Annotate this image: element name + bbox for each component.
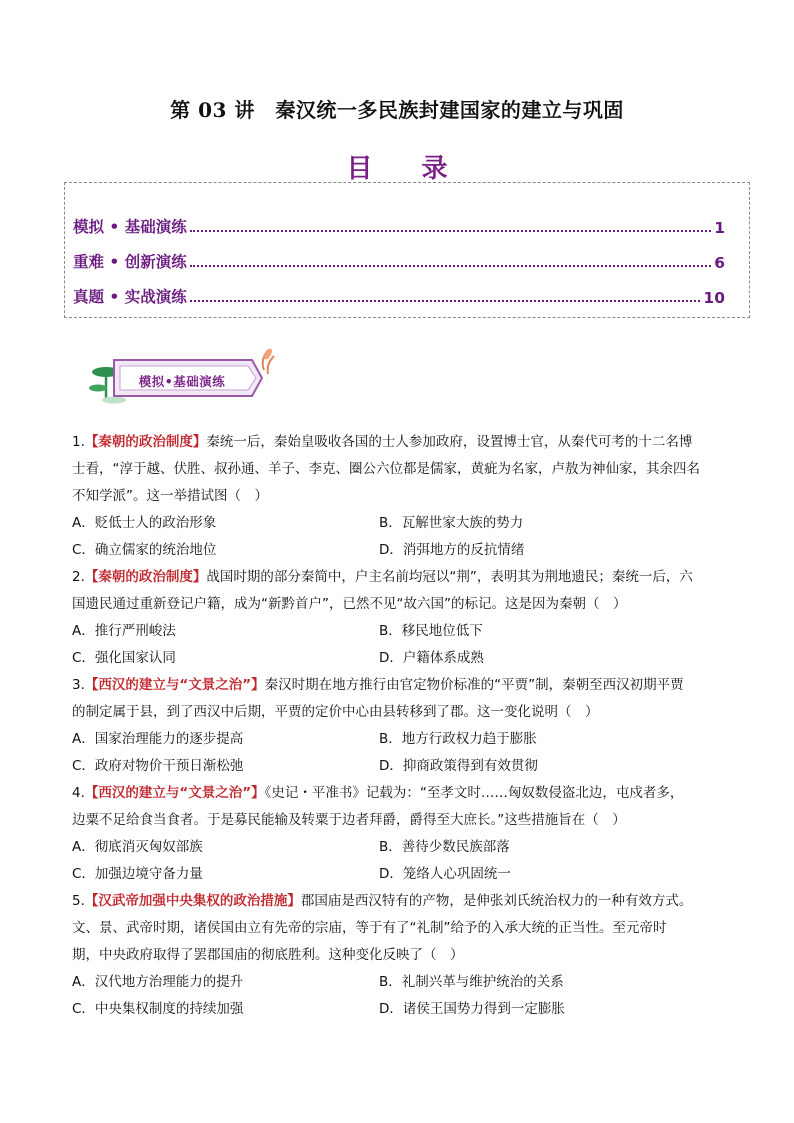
question-5-line-2: 文、景、武帝时期，诸侯国由立有先帝的宗庙，等于有了“礼制”给予的入承大统的正当性。至元帝时 xyxy=(72,920,667,936)
question-5-option-a[interactable]: A．汉代地方治理能力的提升 xyxy=(72,974,244,990)
question-number: 4. xyxy=(72,785,85,801)
question-tag: 【汉武帝加强中央集权的政治措施】 xyxy=(84,893,301,909)
toc-item-label: 模拟 • 基础演练 xyxy=(73,218,187,236)
question-5-line-3: 期，中央政府取得了罢郡国庙的彻底胜利。这种变化反映了（ ） xyxy=(72,947,464,963)
question-2-option-b[interactable]: B．移民地位低下 xyxy=(379,623,483,639)
question-text: 秦统一后，秦始皇吸收各国的士人参加政府，设置博士官，从秦代可考的十二名博 xyxy=(206,434,693,450)
question-4-line-2: 边粟不足给食当食者。于是募民能输及转粟于边者拜爵，爵得至大庶长。”这些措施旨在（ ） xyxy=(72,812,626,828)
question-2-line-2: 国遗民通过重新登记户籍，成为“新黔首户”，已然不见“故六国”的标记。这是因为秦朝（ ） xyxy=(72,596,627,612)
question-2-option-d[interactable]: D．户籍体系成熟 xyxy=(379,650,484,666)
question-number: 3. xyxy=(72,677,85,693)
question-tag: 【西汉的建立与“文景之治”】 xyxy=(84,677,265,693)
question-1-option-c[interactable]: C．确立儒家的统治地位 xyxy=(72,542,217,558)
question-tag: 【秦朝的政治制度】 xyxy=(84,434,207,450)
question-5-line-1 xyxy=(72,891,732,911)
toc-heading: 目 录 xyxy=(346,154,468,184)
question-3-line-2: 的制定属于县，到了西汉中后期，平贾的定价中心由县转移到了郡。这一变化说明（ ） xyxy=(72,704,599,720)
page-title: 第 03 讲 秦汉统一多民族封建国家的建立与巩固 xyxy=(170,98,624,122)
question-1-line-2: 士看，“淳于越、伏胜、叔孙通、羊子、李克、圈公六位都是儒家，黄疵为名家，卢敖为神仙家，其余四名 xyxy=(72,461,700,477)
question-5-option-d[interactable]: D．诸侯王国势力得到一定膨胀 xyxy=(379,1001,565,1017)
question-number: 2. xyxy=(72,569,85,585)
question-text: 秦汉时期在地方推行由官定物价标准的“平贾”制，秦朝至西汉初期平贾 xyxy=(264,677,684,693)
question-4-option-d[interactable]: D．笼络人心巩固统一 xyxy=(379,866,511,882)
question-1-line-3: 不知学派”。这一举措试图（ ） xyxy=(72,488,268,504)
question-2-option-c[interactable]: C．强化国家认同 xyxy=(72,650,176,666)
question-3-option-a[interactable]: A．国家治理能力的逐步提高 xyxy=(72,731,244,747)
question-3-option-d[interactable]: D．抑商政策得到有效贯彻 xyxy=(379,758,538,774)
question-1-option-b[interactable]: B．瓦解世家大族的势力 xyxy=(379,515,524,531)
question-5-option-c[interactable]: C．中央集权制度的持续加强 xyxy=(72,1001,244,1017)
question-number: 5. xyxy=(72,893,85,909)
toc-item-2[interactable] xyxy=(73,246,725,272)
question-3-option-c[interactable]: C．政府对物价干预日渐松弛 xyxy=(72,758,244,774)
question-4-line-1 xyxy=(72,783,732,803)
question-text: 郡国庙是西汉特有的产物，是伸张刘氏统治权力的一种有效方式。 xyxy=(300,893,693,909)
question-4-option-a[interactable]: A．彻底消灭匈奴部族 xyxy=(72,839,203,855)
toc-item-label: 重难 • 创新演练 xyxy=(73,253,187,271)
question-tag: 【秦朝的政治制度】 xyxy=(84,569,207,585)
toc-item-3[interactable] xyxy=(73,281,725,307)
toc-leader-dots xyxy=(190,229,712,232)
toc-item-page: 1 xyxy=(714,219,725,237)
question-1-option-a[interactable]: A．贬低士人的政治形象 xyxy=(72,515,217,531)
toc-item-page: 10 xyxy=(703,289,725,307)
question-tag: 【西汉的建立与“文景之治”】 xyxy=(84,785,265,801)
toc-item-1[interactable] xyxy=(73,211,725,237)
question-text: 《史记・平准书》记载为：“至孝文时……匈奴数侵盗北边，屯戍者多， xyxy=(264,785,684,801)
question-text: 战国时期的部分秦简中，户主名前均冠以“荆”，表明其为荆地遗民；秦统一后，六 xyxy=(206,569,693,585)
section-banner-label: 模拟•基础演练 xyxy=(138,374,226,389)
question-4-option-c[interactable]: C．加强边境守备力量 xyxy=(72,866,203,882)
toc-leader-dots xyxy=(190,299,701,302)
question-1-line-1 xyxy=(72,432,732,452)
question-1-option-d[interactable]: D．消弭地方的反抗情绪 xyxy=(379,542,525,558)
table-of-contents xyxy=(64,182,750,318)
toc-leader-dots xyxy=(190,264,712,267)
toc-item-label: 真题 • 实战演练 xyxy=(73,288,187,306)
toc-item-page: 6 xyxy=(714,254,725,272)
question-5-option-b[interactable]: B．礼制兴革与维护统治的关系 xyxy=(379,974,564,990)
question-2-line-1 xyxy=(72,567,732,587)
question-number: 1. xyxy=(72,434,85,450)
question-2-option-a[interactable]: A．推行严刑峻法 xyxy=(72,623,176,639)
question-3-option-b[interactable]: B．地方行政权力趋于膨胀 xyxy=(379,731,537,747)
question-3-line-1 xyxy=(72,675,732,695)
question-4-option-b[interactable]: B．善待少数民族部落 xyxy=(379,839,510,855)
